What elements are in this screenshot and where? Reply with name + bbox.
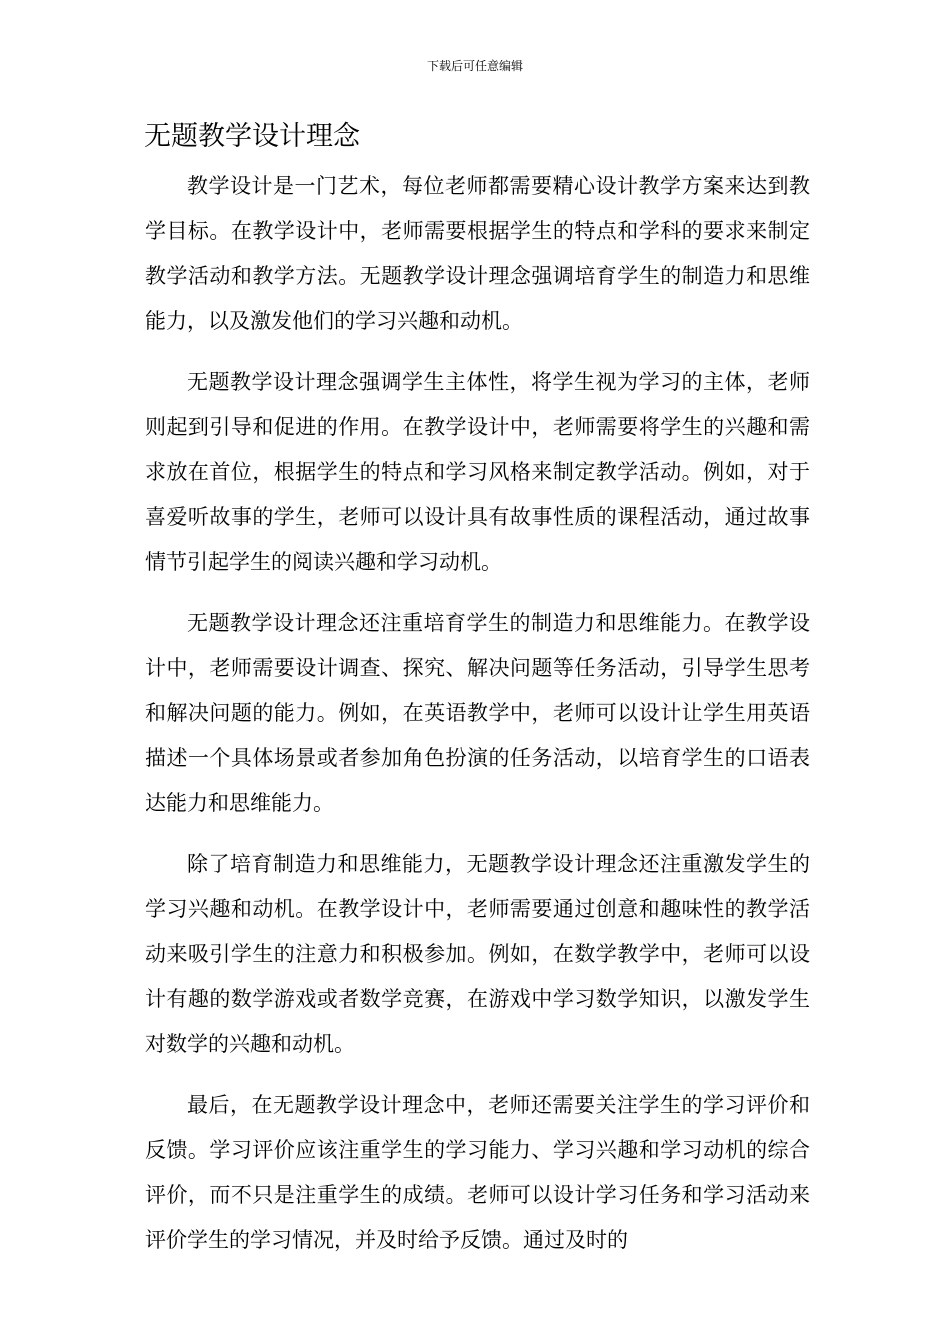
paragraph-3: 无题教学设计理念还注重培育学生的制造力和思维能力。在教学设计中，老师需要设计调查、探究、解决问题等任务活动，引导学生思考和解决问题的能力。例如，在英语教学中，老师可以设计让学生用英语描述一个具体场景或者参加角色扮演的任务活动，以培育学生的口语表达能力和思维能力。 (145, 611, 810, 815)
paragraph-2: 无题教学设计理念强调学生主体性，将学生视为学习的主体，老师则起到引导和促进的作用。在教学设计中，老师需要将学生的兴趣和需求放在首位，根据学生的特点和学习风格来制定教学活动。例如，对于喜爱听故事的学生，老师可以设计具有故事性质的课程活动，通过故事情节引起学生的阅读兴趣和学习动机。 (145, 370, 810, 574)
header-note: 下载后可任意编辑 (426, 59, 523, 73)
paragraph-5: 最后，在无题教学设计理念中，老师还需要关注学生的学习评价和反馈。学习评价应该注重学生的学习能力、学习兴趣和学习动机的综合评价，而不只是注重学生的成绩。老师可以设计学习任务和学习活动来评价学生的学习情况，并及时给予反馈。通过及时的 (145, 1093, 810, 1252)
document-title: 无题教学设计理念 (144, 121, 360, 152)
paragraph-4: 除了培育制造力和思维能力，无题教学设计理念还注重激发学生的学习兴趣和动机。在教学设计中，老师需要通过创意和趣味性的教学活动来吸引学生的注意力和积极参加。例如，在数学教学中，老师可以设计有趣的数学游戏或者数学竞赛，在游戏中学习数学知识，以激发学生对数学的兴趣和动机。 (145, 852, 810, 1056)
paragraph-1: 教学设计是一门艺术，每位老师都需要精心设计教学方案来达到教学目标。在教学设计中，老师需要根据学生的特点和学科的要求来制定教学活动和教学方法。无题教学设计理念强调培育学生的制造力和思维能力，以及激发他们的学习兴趣和动机。 (145, 174, 810, 333)
document-body (145, 164, 810, 1279)
